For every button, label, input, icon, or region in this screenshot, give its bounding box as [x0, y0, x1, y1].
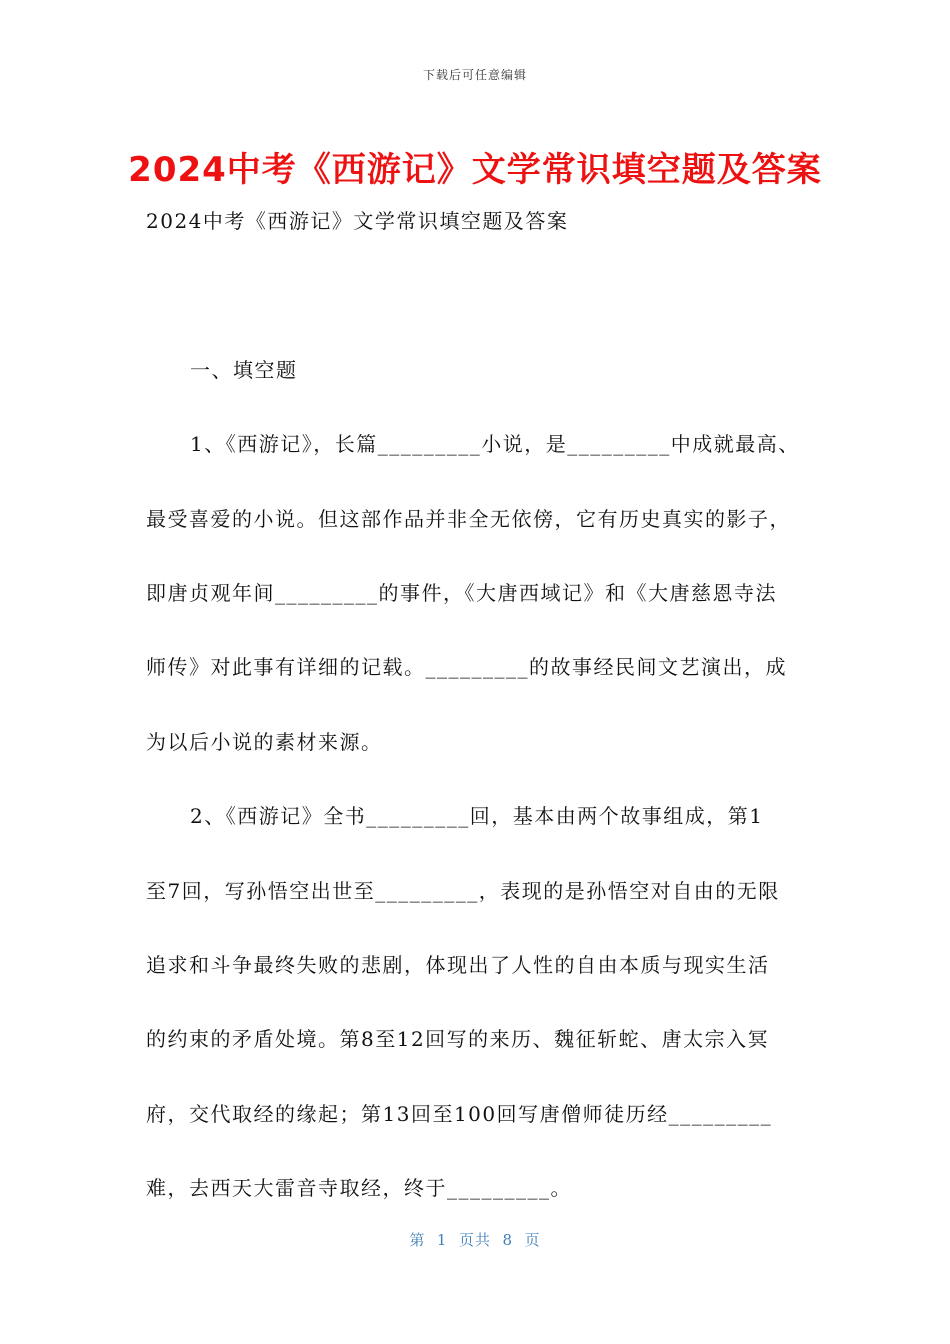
- question-2-line: 至7回，写孙悟空出世至_________，表现的是孙悟空对自由的无限: [146, 878, 780, 903]
- page-footer: 第 1 页共 8 页: [409, 1231, 541, 1249]
- section-heading: 一、填空题: [190, 357, 298, 382]
- question-2-line: 2、《西游记》全书_________回，基本由两个故事组成，第1: [190, 804, 764, 829]
- header-note: 下载后可任意编辑: [422, 68, 527, 82]
- question-1-line: 为以后小说的素材来源。: [146, 729, 383, 754]
- question-2-line: 难，去西天大雷音寺取经，终于_________。: [146, 1176, 572, 1201]
- body-line: 2024中考《西游记》文学常识填空题及答案: [146, 209, 569, 233]
- question-2-line: 府，交代取经的缘起；第13回至100回写唐僧师徒历经_________: [146, 1101, 773, 1126]
- document-body: [146, 184, 810, 1225]
- question-2-line: 的约束的矛盾处境。第8至12回写的来历、魏征斩蛇、唐太宗入冥: [146, 1027, 770, 1052]
- question-1-line: 最受喜爱的小说。但这部作品并非全无依傍，它有历史真实的影子，: [146, 506, 791, 531]
- question-1-line: 即唐贞观年间_________的事件，《大唐西域记》和《大唐慈恩寺法: [146, 580, 777, 605]
- blank-line: [146, 258, 810, 332]
- question-2-line: 追求和斗争最终失败的悲剧，体现出了人性的自由本质与现实生活: [146, 952, 770, 977]
- page-title: 2024中考《西游记》文学常识填空题及答案: [128, 150, 822, 190]
- question-1-line: 师传》对此事有详细的记载。_________的故事经民间文艺演出，成: [146, 655, 787, 680]
- question-1-line: 1、《西游记》，长篇_________小说，是_________中成就最高、: [190, 432, 800, 457]
